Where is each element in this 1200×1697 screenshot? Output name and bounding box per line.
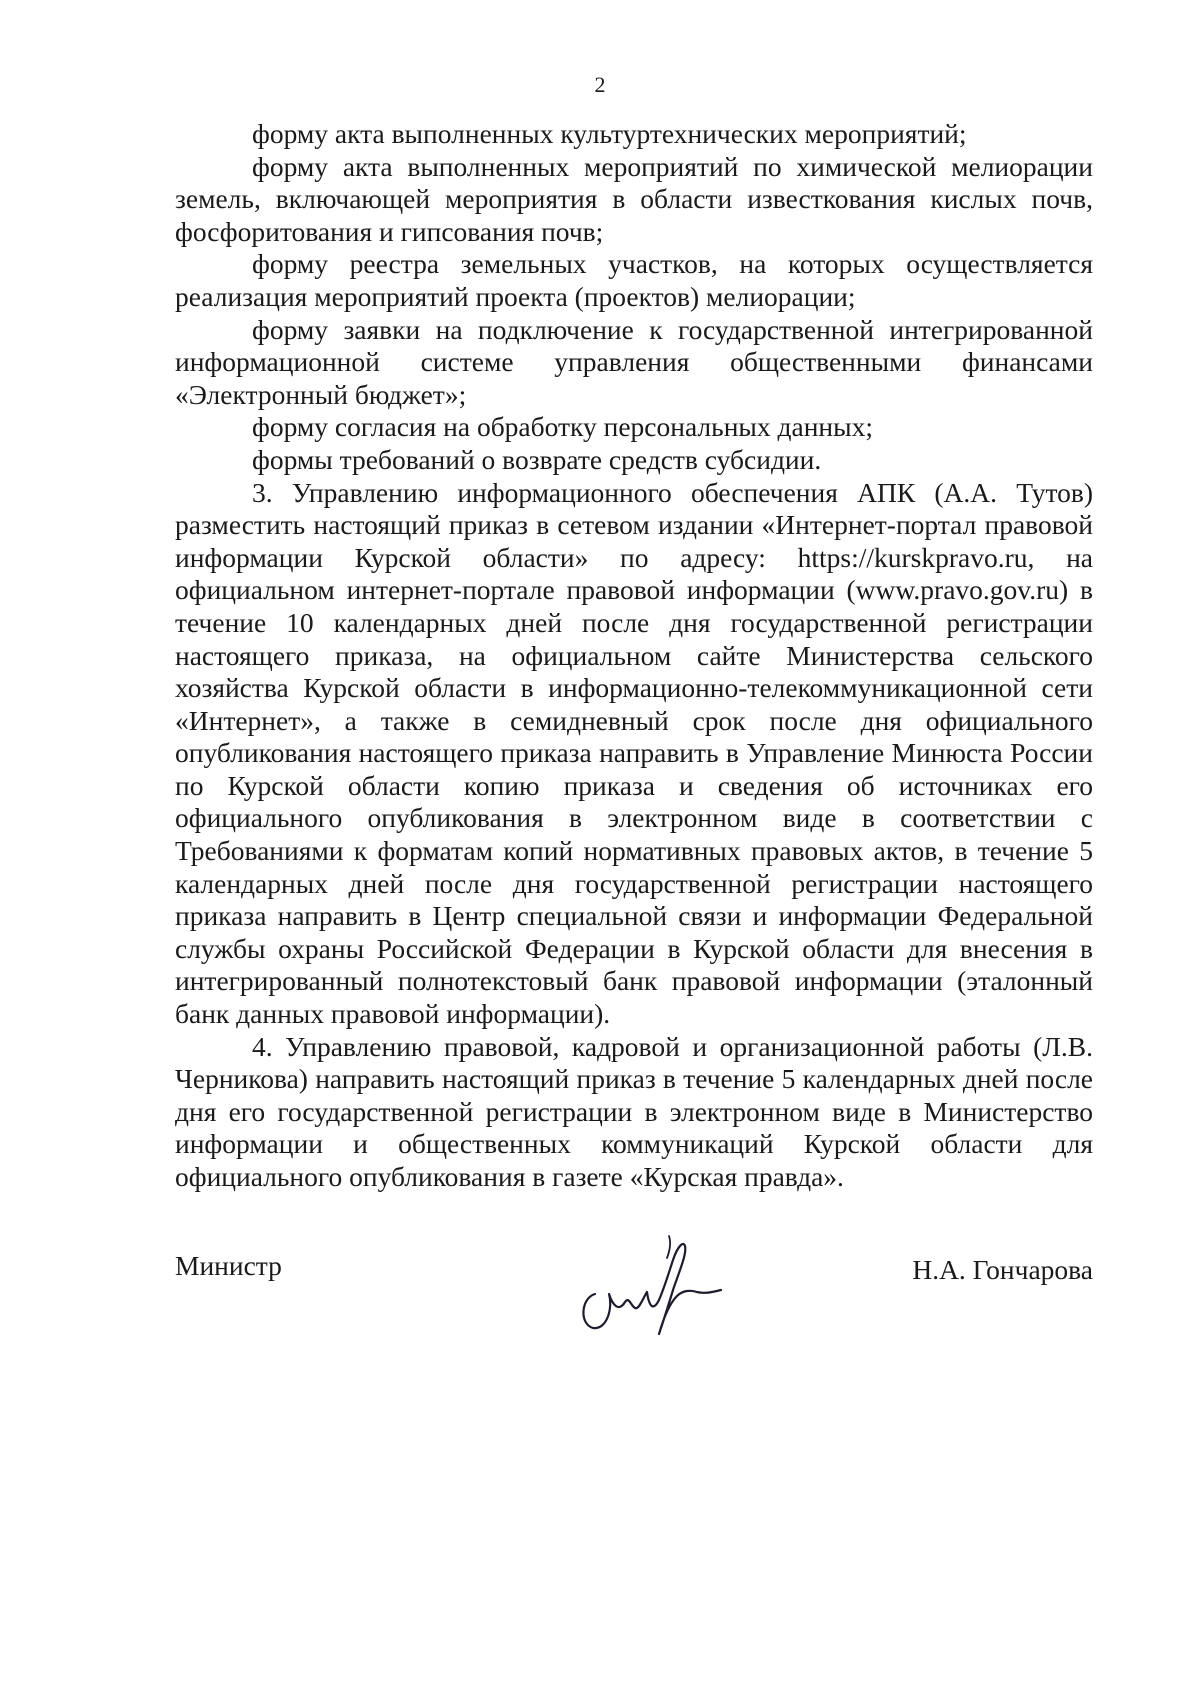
handwritten-signature xyxy=(573,1232,723,1342)
paragraph-subsidy-refund: формы требований о возврате средств субсидии. xyxy=(252,443,822,475)
paragraph-item-3: 3. Управлению информационного обеспечения АПК (А.А. Тутов) разместить настоящий приказ в сетевом издании «Интернет-портал правовой информации Курской области» по адресу: https://kurskpravo.ru, на официальном интернет-портале правовой информации (www.pravo.gov.ru) в течение 10 календарных дней после дня государственной регистрации настоящего приказа, на официальном сайте Министерства сельского хозяйства Курской области в информационно-телекоммуникационной сети «Интернет», а также в семидневный срок после дня официального опубликования настоящего приказа направить в Управление Минюста России по Курской области копию приказа и сведения об источниках его официального опубликования в электронном виде в соответствии с Требованиями к форматам копий нормативных правовых актов, в течение 5 календарных дней после дня государственной регистрации настоящего приказа направить в Центр специальной связи и информации Федеральной службы охраны Российской Федерации в Курской области для внесения в интегрированный полнотекстовый банк правовой информации (эталонный банк данных правовой информации). xyxy=(175,476,1093,1030)
signer-title: Министр xyxy=(175,1250,282,1281)
paragraph-culturtech-act: форму акта выполненных культуртехнических мероприятий; xyxy=(252,118,967,149)
signer-name: Н.А. Гончарова xyxy=(912,1254,1093,1285)
paragraph-land-plots-registry: форму реестра земельных участков, на которых осуществляется реализация мероприятий проекта (проектов) мелиорации; xyxy=(175,248,1093,312)
paragraph-connection-request: форму заявки на подключение к государственной интегрированной информационной системе управления общественными финансами «Электронный бюджет»; xyxy=(175,313,1093,410)
paragraph-personal-data-consent: форму согласия на обработку персональных данных; xyxy=(252,411,874,443)
paragraph-chemical-melioration-act: форму акта выполненных мероприятий по химической мелиорации земель, включающей мероприятия в области известкования кислых почв, фосфоритования и гипсования почв; xyxy=(175,150,1093,247)
paragraph-item-4: 4. Управлению правовой, кадровой и организационной работы (Л.В. Черникова) направить настоящий приказ в течение 5 календарных дней после дня его государственной регистрации в электронном виде в Министерство информации и общественных коммуникаций Курской области для официального опубликования в газете «Курская правда». xyxy=(175,1030,1093,1192)
document-body xyxy=(175,118,1093,1194)
signature-block xyxy=(175,1250,1093,1370)
page-number: 2 xyxy=(594,72,606,97)
